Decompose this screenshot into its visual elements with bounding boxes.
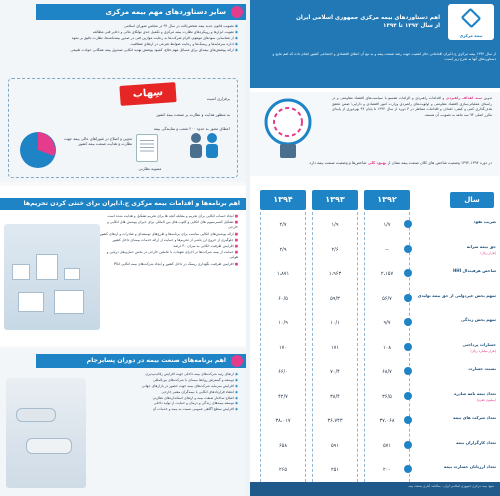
indicator-value: ۳۶،۷۴۳ bbox=[327, 418, 343, 424]
list-item: ■ حمایت از بیمه شرکت‌ها در اجرای تعهدات با عاملین خارجی در بخش حمل‌ونقل دریایی و هوایی bbox=[98, 250, 238, 260]
indicator-label: ضریب نفوذ bbox=[473, 219, 496, 224]
other-achievements-title: سایر دستاوردهای مهم بیمه مرکزی bbox=[36, 4, 246, 20]
indicator-value: ۱۷۱ bbox=[330, 344, 340, 351]
license-label: اعطای مجوز به حدود ۲۰۰ شعب و نمایندگی بیمه bbox=[153, 126, 230, 131]
period-text: در دوره ۱۳۹۴-۱۳۹۲ وضعیت شاخص های کلان صنعت بیمه نشان از بهبود کلی شاخص‌ها و وضعیت صنعت بیمه دارد. bbox=[308, 160, 492, 165]
table-row bbox=[256, 316, 496, 336]
left-column bbox=[0, 0, 246, 496]
indicator-value: ۹/۷ bbox=[383, 320, 391, 326]
list-item: ■ جلوگیری از خروج ارز ناشی از تحریم‌ها و حمایت از ارائه خدمات بیمه‌ای داخل کشور bbox=[98, 238, 238, 243]
indicator-value: ۶۸/۷ bbox=[382, 369, 392, 375]
year-header: ۱۳۹۴ bbox=[260, 190, 306, 210]
list-item: ◉ انعقاد قراردادهای اتکایی با بیمه‌گران معتبر خارجی bbox=[88, 390, 238, 395]
indicator-value: ۵۹۱ bbox=[330, 442, 340, 449]
indicator-label: تعداد شرکت های بیمه bbox=[453, 415, 496, 420]
indicator-value: ۲۵۱ bbox=[330, 467, 340, 473]
sanctions-title: اهم برنامه‌ها و اقدامات بیمه مرکزی ج.ا.ایران برای خنثی کردن تحریم‌ها bbox=[0, 198, 246, 210]
cars-illustration bbox=[6, 378, 86, 488]
other-achievements-list bbox=[6, 24, 238, 54]
document-caption: مصوبه نظارتی bbox=[138, 166, 162, 171]
indicator-value: ۵۷۱ bbox=[382, 442, 392, 449]
indicator-value: -- bbox=[385, 246, 389, 253]
indicator-value: ۱/۷ bbox=[383, 222, 391, 228]
list-item: ◉ توسعه بیمه‌های زندگی و درمان و حمایت از تولید داخلی bbox=[88, 401, 238, 406]
achievement-icon bbox=[231, 6, 243, 18]
table-row bbox=[256, 414, 496, 434]
table-row bbox=[256, 341, 496, 361]
indicator-value: ۲،۱۵۷ bbox=[380, 271, 394, 277]
indicator-value: ۴۲/۷ bbox=[278, 393, 288, 400]
indicator-value: ۲۰۰ bbox=[382, 467, 392, 473]
table-row bbox=[256, 365, 496, 385]
indicator-label: شاخص هرفیندال HHI bbox=[452, 268, 496, 273]
year-header-row bbox=[256, 190, 496, 210]
list-item: ■ ایجاد حساب اتکایی برای تحریم و مقابله آنچه ها برای تحریم تشکیل و هدایت شده است bbox=[98, 214, 238, 219]
header-banner bbox=[250, 0, 500, 88]
table-row bbox=[256, 390, 496, 410]
table-row bbox=[256, 267, 496, 287]
indicator-value: ۶۰/۵ bbox=[278, 295, 288, 302]
indicator-value: ۱۰/۹ bbox=[278, 320, 288, 326]
table-row bbox=[256, 243, 496, 263]
indicator-label: تعداد ارزیابان خسارت بیمه bbox=[443, 464, 496, 469]
year-header: ۱۳۹۳ bbox=[312, 190, 358, 210]
indicator-value: ۳۶/۵ bbox=[382, 393, 392, 400]
lightbulb-icon bbox=[258, 94, 318, 168]
security-label: برقراری امنیت bbox=[206, 96, 230, 101]
list-item: ◉ افزایش سطح آگاهی عمومی نسبت به بیمه و خدمات آن bbox=[88, 407, 238, 412]
table-row bbox=[256, 439, 496, 459]
indicator-value: ۲/۶ bbox=[331, 246, 339, 253]
indicator-label: نسبت خسارت bbox=[468, 366, 496, 371]
list-item: ◉ ارائه پوشش‌های بیمه‌ای برای مسائل مهم دفاع، کمبود پوشش تهدید اتکایی صندوق بیمه همگانی حوادث طبیعی bbox=[6, 48, 238, 53]
list-item: ◉ توسعه و گسترش روابط بیمه‌ای با شرکت‌های بین‌المللی bbox=[88, 378, 238, 383]
table-row bbox=[256, 292, 496, 312]
pie-icon bbox=[18, 130, 58, 170]
indicator-value: ۱۰/۱ bbox=[330, 320, 340, 326]
sahab-logo: سِهاب bbox=[119, 82, 176, 106]
table-row bbox=[256, 218, 496, 238]
post-jcpoa-section bbox=[0, 348, 246, 496]
list-item: ◉ افزایش سرمایه شرکت‌های بیمه جهت حضور در بازارهای جهانی bbox=[88, 384, 238, 389]
houses-illustration bbox=[4, 224, 100, 330]
indicator-sublabel: (هزار میلیارد ریال) bbox=[470, 348, 496, 353]
indicator-label: سهم بخش غیردولتی از حق بیمه تولیدی bbox=[417, 292, 496, 298]
people-icon bbox=[184, 128, 224, 166]
indicator-sublabel: (میلیون فقره) bbox=[476, 397, 496, 402]
list-item: ◉ ارتقای رتبه شرکت‌های بیمه داخلی جهت افزایش رقابت‌پذیری bbox=[88, 372, 238, 377]
indicator-sublabel: (هزار ریال) bbox=[480, 250, 496, 255]
post-jcpoa-title: اهم برنامه‌های صنعت بیمه در دوران پسابرجام bbox=[36, 354, 246, 368]
footer: منبع: بیمه مرکزی جمهوری اسلامی ایران - سالنامه آماری صنعت بیمه bbox=[250, 482, 500, 496]
indicator-value: ۷۰/۴ bbox=[330, 369, 340, 375]
pie-caption: تدوین و اصلاح در شوراهای عالی بیمه جهت نظارت و هدایت صنعت بیمه کشور bbox=[64, 136, 132, 146]
sanctions-section bbox=[0, 186, 246, 346]
list-item: ◉ اصلاح ساختار صنعت بیمه و ارتقای استانداردهای نظارتی bbox=[88, 396, 238, 401]
indicator-value: ۲۶۵ bbox=[278, 467, 288, 473]
indicator-value: ۵۶/۷ bbox=[382, 295, 392, 302]
list-item: ■ افزایش ظرفیت نگهداری ریسک در داخل کشور و ایجاد شرکت‌های بیمه اتکایی P&I bbox=[98, 262, 238, 267]
page-title: اهم دستاوردهای بیمه مرکزی جمهوری اسلامی ایران از سال ۱۳۹۲ تا ۱۳۹۴ bbox=[296, 15, 440, 29]
indicator-label: خسارات پرداختی bbox=[462, 341, 496, 347]
indicator-value: ۲/۷ bbox=[279, 222, 287, 228]
indicator-value: ۱/۹ bbox=[331, 222, 339, 228]
indicator-value: ۳۸/۴ bbox=[330, 393, 340, 400]
year-header: ۱۳۹۲ bbox=[364, 190, 410, 210]
list-item: ◉ تصویب قانون جدید بیمه شخص‌ثالث در سال ۹۴ در مجلس شورای اسلامی bbox=[6, 24, 238, 29]
indicator-value: ۳۷،۰۶۸ bbox=[379, 418, 395, 424]
indicator-label: تعداد کارگزاران بیمه bbox=[456, 439, 496, 445]
table-row bbox=[256, 463, 496, 483]
post-jcpoa-list bbox=[88, 372, 238, 413]
indicator-value: ۱۷۰ bbox=[278, 344, 288, 351]
list-item: ■ ارائه پوشش‌های اتکایی مناسب برای برنامه‌ها و طرح‌های توسعه‌ای و صادرات و ارتقای کشور bbox=[98, 232, 238, 237]
indicator-label: حق بیمه سرانه bbox=[466, 243, 496, 249]
logo: بیمه مرکزی bbox=[448, 4, 494, 40]
list-item: ◉ اداره سرمایه‌ها و ریسک‌ها و رعایت ضوابط شرعی در ارتقای شفافیت bbox=[6, 42, 238, 47]
list-item: ◉ تقویت ابزارها و رویکردهای نظارت بیمه مرکزی و تکمیل جدی تولکای مالی و ذخایر فنی مطالعه bbox=[6, 30, 238, 35]
intro-text: از سال ۱۳۹۲ بیمه مرکزی ج.ا.ایران اقداماتی حائز اهمیت جهت رشد صنعت بیمه و به تبع آن اعتلای اقتصادی و اجتماعی کشور انجام داده که اهم نتایج و دستاوردهای آنها به شرح زیر است: bbox=[272, 52, 496, 61]
sanctions-list bbox=[98, 214, 238, 268]
indicator-value: ۳۸،۰۱۷ bbox=[275, 418, 291, 424]
indicator-label: سهم بخش زندگی bbox=[460, 317, 496, 322]
other-achievements-section bbox=[0, 0, 246, 182]
document-icon bbox=[136, 134, 158, 162]
indicator-value: ۱،۸۷۱ bbox=[276, 271, 290, 277]
indicator-value: ۶۶/۰ bbox=[278, 369, 288, 375]
list-item: ◉ از شناسایی سودهای موهوم، الزام شرکت‌ها به رعایت موازین فنی در صدور بیمه‌نامه‌ها، نظارت دقیق بر نحوه bbox=[6, 36, 238, 41]
indicator-label: تعداد بیمه نامه صادره bbox=[454, 390, 496, 396]
indicator-value: ۲/۹ bbox=[279, 246, 287, 253]
strategy-text: تدوین سند اهداف راهبردی و اقدامات راهبردی و الزامات همسو با سیاست‌های اقتصاد مقاومتی و در راستای عملیاتی‌سازی اقتصاد مقاومتی و اولویت‌های راهبردی وزارت امور اقتصادی و دارایی؛ ضمن تحقق هدف‌گذاری کمی و کیفی، اهداف و اقدامات متناظر در ۳ دوره از سال ۱۳۹۲ تا پایان ۹۴ بهره‌وری از پایه‌ای مکرر اصلی ۹۴ سه ماهه به تصویب آن هستند. bbox=[332, 96, 492, 117]
list-item: ■ تشکیل کنسرسیوم های اتکایی و کلوب های بین المللی برای جبران پوشش های اتکایی و خارجی bbox=[98, 220, 238, 230]
target-icon bbox=[231, 355, 243, 367]
indicator-value: ۱۰۸ bbox=[382, 344, 392, 351]
indicator-value: ۶۵۸ bbox=[278, 442, 288, 449]
right-column bbox=[250, 0, 500, 496]
indicator-value: ۵۹/۳ bbox=[330, 295, 340, 302]
supervision-label: به منظور هدایت و نظارت بر صنعت بیمه کشور bbox=[156, 112, 230, 117]
year-label: سال bbox=[450, 192, 494, 208]
logo-mark-icon bbox=[461, 8, 482, 29]
indicator-value: ۱،۹۶۳ bbox=[328, 271, 342, 277]
list-item: ■ افزایش ظرفیت اتکایی به میزان ۳۰ درصد bbox=[98, 244, 238, 249]
